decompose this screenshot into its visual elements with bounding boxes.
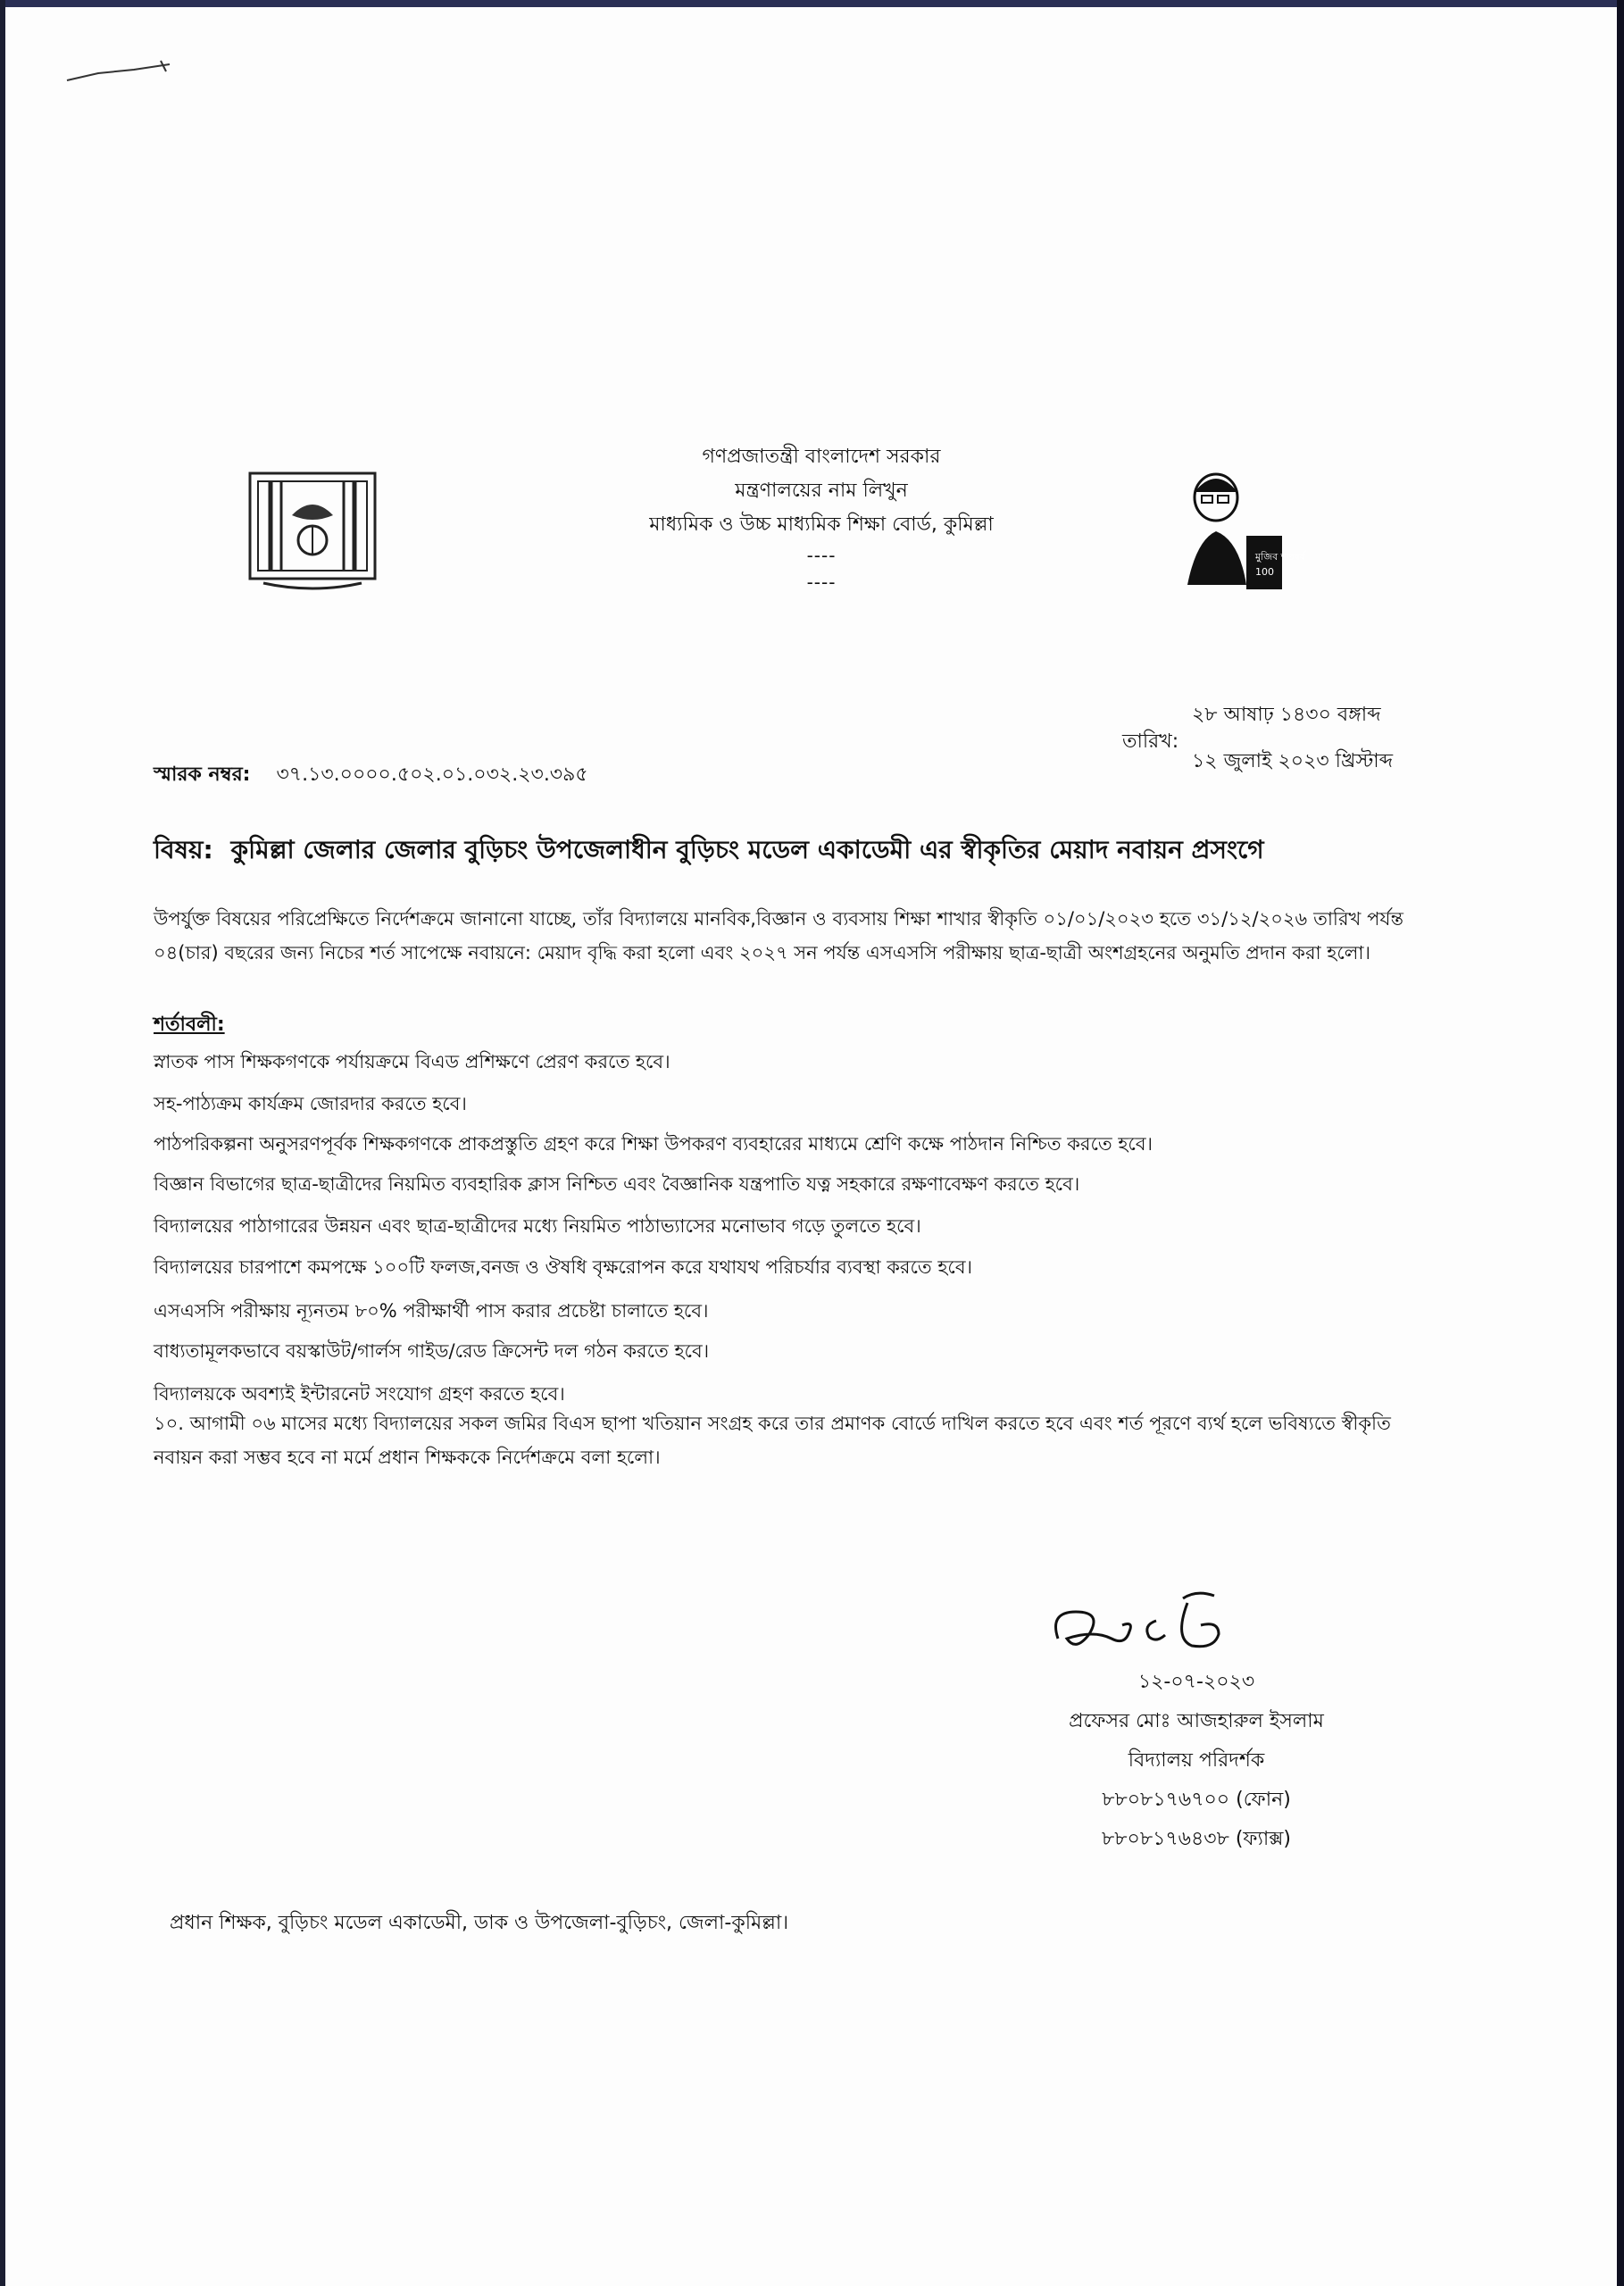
condition-item: বিদ্যালয়ের চারপাশে কমপক্ষে ১০০টি ফলজ,বনজ ও ঔষধি বৃক্ষরোপন করে যথাযথ পরিচর্যার ব্যবস্থা করতে হবে। xyxy=(154,1256,973,1278)
letterhead xyxy=(500,440,1143,596)
condition-item: এসএসসি পরীক্ষায় ন্যূনতম ৮০% পরীক্ষার্থী পাস করার প্রচেষ্টা চালাতে হবে। xyxy=(154,1300,709,1322)
signature-block xyxy=(964,1663,1428,1859)
signatory-phone: ৮৮০৮১৭৬৭০০ (ফোন) xyxy=(1102,1789,1291,1811)
memo-number: ৩৭.১৩.০০০০.৫০২.০১.০৩২.২৩.৩৯৫ xyxy=(276,763,588,786)
scan-edge-left xyxy=(0,0,5,2286)
date-label: তারিখ: xyxy=(1122,730,1179,753)
memo-line xyxy=(154,759,588,792)
condition-item: স্নাতক পাস শিক্ষকগণকে পর্যায়ক্রমে বিএড প্রশিক্ষণে প্রেরণ করতে হবে। xyxy=(154,1051,670,1072)
board-name: মাধ্যমিক ও উচ্চ মাধ্যমিক শিক্ষা বোর্ড, কুমিল্লা xyxy=(649,513,994,536)
date-gregorian: ১২ জুলাই ২০২৩ খ্রিস্টাব্দ xyxy=(1192,750,1394,772)
memo-label: স্মারক নম্বর: xyxy=(154,763,251,786)
centenary-text: মুজিব শতবর্ষ 100 xyxy=(1255,551,1305,578)
condition-item-10: ১০. আগামী ০৬ মাসের মধ্যে বিদ্যালয়ের সকল জমির বিএস ছাপা খতিয়ান সংগ্রহ করে তার প্রমাণক বোর্ডে দাখিল করতে হবে এবং শর্ত পূরণে ব্যর্থ হলে ভবিষ্যতে স্বীকৃতি নবায়ন করা সম্ভব হবে না মর্মে প্রধান শিক্ষককে নির্দেশক্রমে বলা হলো। xyxy=(154,1413,1391,1468)
condition-item: বিদ্যালয়ের পাঠাগারের উন্নয়ন এবং ছাত্র-ছাত্রীদের মধ্যে নিয়মিত পাঠাভ্যাসের মনোভাব গড়ে তুলতে হবে। xyxy=(154,1215,921,1237)
condition-item: সহ-পাঠ্যক্রম কার্যক্রম জোরদার করতে হবে। xyxy=(154,1093,467,1114)
scribble-mark-icon xyxy=(62,54,187,89)
condition-item: বাধ্যতামূলকভাবে বয়স্কাউট/গার্লস গাইড/রেড ক্রিসেন্ট দল গঠন করতে হবে। xyxy=(154,1340,710,1362)
header-dash-2: ---- xyxy=(806,572,837,593)
condition-item: পাঠপরিকল্পনা অনুসরণপূর্বক শিক্ষকগণকে প্রাকপ্রস্তুতি গ্রহণ করে শিক্ষা উপকরণ ব্যবহারের মাধ্যমে শ্রেণি কক্ষে পাঠদান নিশ্চিত করতে হবে। xyxy=(154,1133,1153,1155)
subject-line xyxy=(154,830,1264,872)
recipient-line: প্রধান শিক্ষক, বুড়িচং মডেল একাডেমী, ডাক ও উপজেলা-বুড়িচং, জেলা-কুমিল্লা। xyxy=(170,1912,789,1934)
date-bangla: ২৮ আষাঢ় ১৪৩০ বঙ্গাব্দ xyxy=(1192,704,1381,726)
scan-edge-top xyxy=(0,0,1624,7)
subject-text: কুমিল্লা জেলার জেলার বুড়িচং উপজেলাধীন বুড়িচং মডেল একাডেমী এর স্বীকৃতির মেয়াদ নবায়ন প্রসংগে xyxy=(230,835,1264,864)
conditions-title: শর্তাবলী: xyxy=(154,1014,225,1036)
subject-label: বিষয়: xyxy=(154,835,213,864)
header-dash-1: ---- xyxy=(806,545,837,566)
condition-item: বিদ্যালয়কে অবশ্যই ইন্টারনেট সংযোগ গ্রহণ করতে হবে। xyxy=(154,1383,565,1405)
signature-date: ১২-০৭-২০২৩ xyxy=(1137,1671,1255,1693)
body-paragraph: উপর্যুক্ত বিষয়ের পরিপ্রেক্ষিতে নির্দেশক্রমে জানানো যাচ্ছে, তাঁর বিদ্যালয়ে মানবিক,বিজ্ঞান ও ব্যবসায় শিক্ষা শাখার স্বীকৃতি ০১/০১/২০২৩ হতে ৩১/১২/২০২৬ তারিখ পর্যন্ত ০৪(চার) বছরের জন্য নিচের শর্ত সাপেক্ষে নবায়নে: মেয়াদ বৃদ্ধি করা হলো এবং ২০২৭ সন পর্যন্ত এসএসসি পরীক্ষায় ছাত্র-ছাত্রী অংশগ্রহনের অনুমতি প্রদান করা হলো। xyxy=(154,908,1403,964)
govt-name: গণপ্রজাতন্ত্রী বাংলাদেশ সরকার xyxy=(702,446,941,468)
board-emblem-icon xyxy=(246,469,379,594)
signatory-name: প্রফেসর মোঃ আজহারুল ইসলাম xyxy=(1069,1710,1324,1732)
signatory-fax: ৮৮০৮১৭৬৪৩৮ (ফ্যাক্স) xyxy=(1101,1828,1292,1850)
signatory-designation: বিদ্যালয় পরিদর্শক xyxy=(1128,1749,1265,1772)
condition-item: বিজ্ঞান বিভাগের ছাত্র-ছাত্রীদের নিয়মিত ব্যবহারিক ক্লাস নিশ্চিত এবং বৈজ্ঞানিক যন্ত্রপাতি যত্ন সহকারে রক্ষণাবেক্ষণ করতে হবে। xyxy=(154,1173,1080,1195)
mujib-centenary-logo xyxy=(1170,460,1312,594)
ministry-name: মন্ত্রণালয়ের নাম লিখুন xyxy=(735,480,908,502)
scan-edge-right xyxy=(1617,0,1624,2286)
